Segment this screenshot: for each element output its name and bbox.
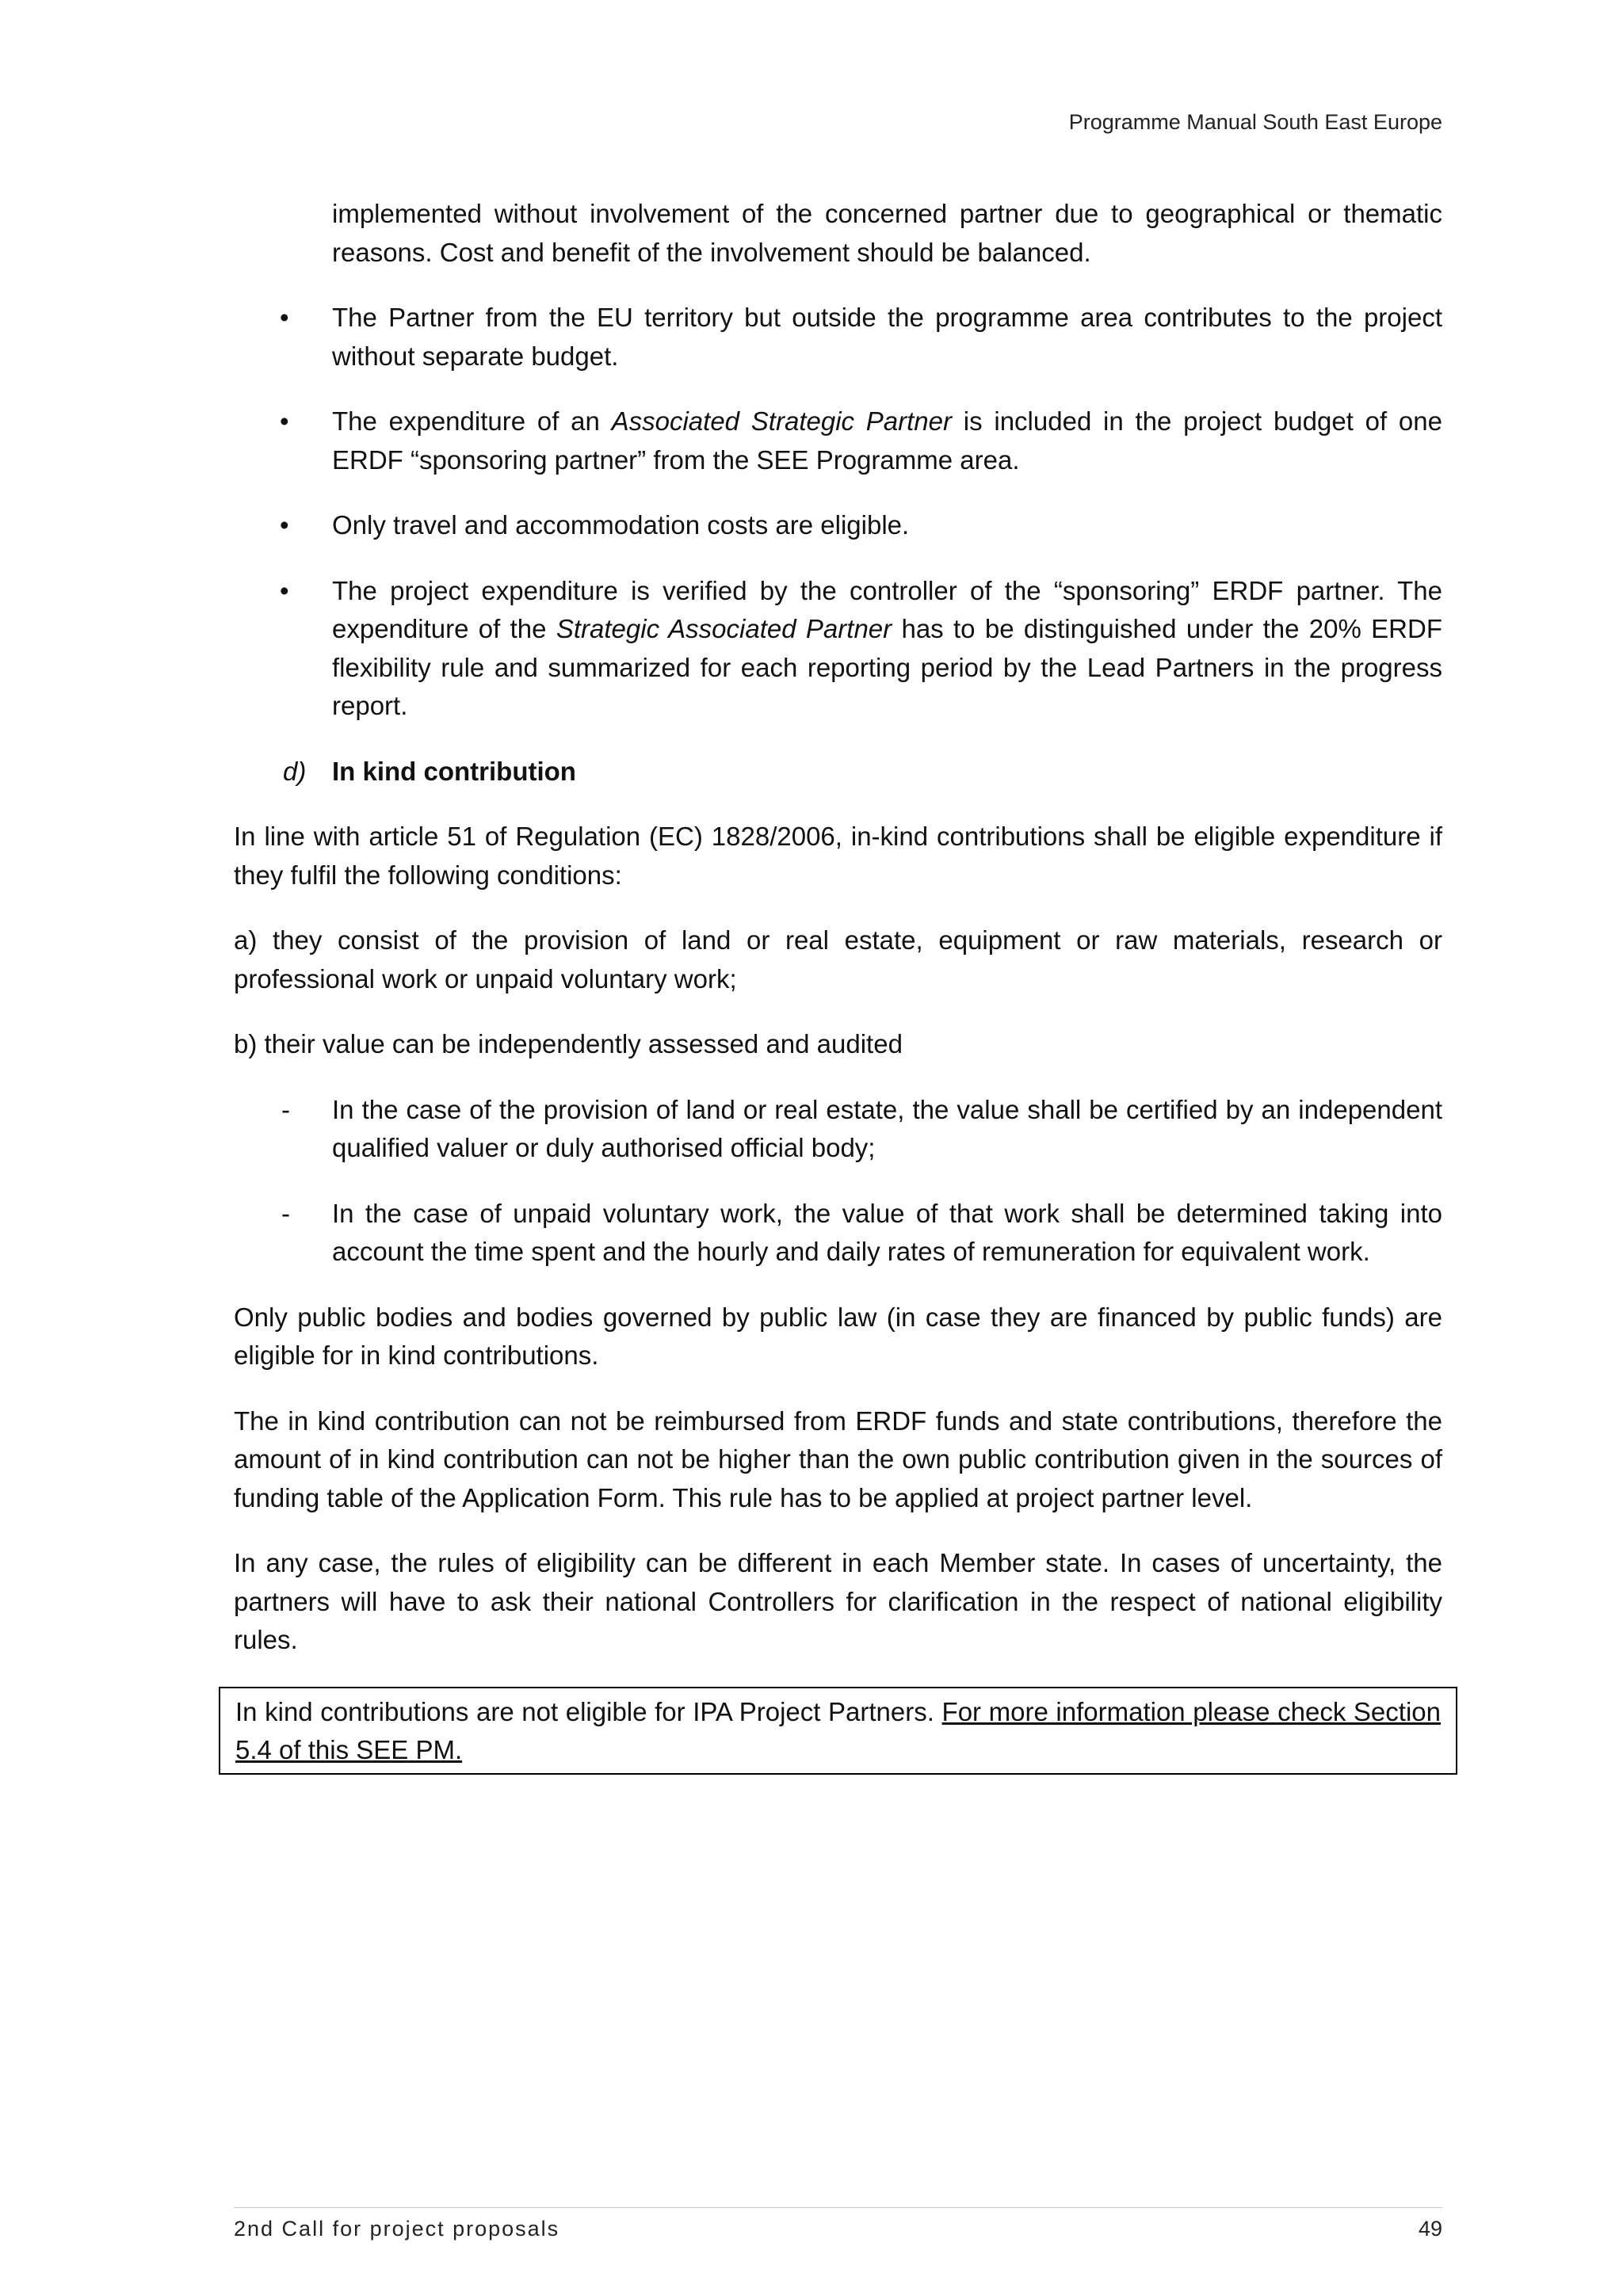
emphasis-text: Strategic Associated Partner — [556, 614, 892, 643]
paragraph: b) their value can be independently assessed and audited — [234, 1029, 903, 1058]
bullet-marker: • — [280, 406, 289, 436]
dash-marker: - — [281, 1094, 290, 1124]
paragraph: In line with article 51 of Regulation (EC) 1828/2006, in-kind contributions shall be eligible expenditure if they fulfil the following conditions: — [234, 822, 1442, 890]
paragraph: In any case, the rules of eligibility can be different in each Member state. In cases of uncertainty, the partners will have to ask their national Controllers for clarification in the respect of national eligibility rules. — [234, 1548, 1442, 1654]
page-content — [234, 195, 1442, 1775]
dash-item — [234, 1195, 1442, 1272]
bullet-text: Only travel and accommodation costs are eligible. — [332, 510, 910, 540]
bullet-marker: • — [280, 575, 289, 605]
footer-title: 2nd Call for project proposals — [234, 2217, 560, 2241]
intro-continuation: implemented without involvement of the concerned partner due to geographical or thematic reasons. Cost and benefit of the involvement should be balanced. — [332, 199, 1442, 267]
bullet-item — [234, 572, 1442, 726]
dash-item — [234, 1091, 1442, 1168]
page-header: Programme Manual South East Europe — [1068, 110, 1442, 134]
bullet-item — [234, 506, 1442, 545]
dash-text: In the case of unpaid voluntary work, the value of that work shall be determined taking into account the time spent and the hourly and daily rates of remuneration for equivalent work. — [332, 1198, 1442, 1266]
bullet-text — [332, 402, 1442, 479]
dash-marker: - — [281, 1198, 290, 1228]
section-reference-link[interactable]: For more information please check Section 5.4 of this SEE PM. — [235, 1696, 1441, 1764]
bullet-text-part: has to be distinguished under the 20% ERDF flexibility rule and summarized for each reporting period by the Lead Partners in the progress report. — [332, 614, 1442, 720]
bullet-item — [234, 402, 1442, 479]
bullet-text-part: is included in the project budget of one ERDF “sponsoring partner” from the SEE Programme area. — [332, 406, 1442, 475]
bullet-text-part: The expenditure of an — [332, 406, 612, 436]
bullet-text-part: The project expenditure is verified by the controller of the “sponsoring” ERDF partner. The expenditure of the — [332, 575, 1442, 643]
page-footer — [234, 2207, 1442, 2243]
note-text-part: In kind contributions are not eligible for IPA Project Partners. — [235, 1696, 942, 1726]
section-title: In kind contribution — [332, 756, 576, 786]
bullet-text: The Partner from the EU territory but outside the programme area contributes to the project without separate budget. — [332, 303, 1442, 371]
note-text — [235, 1693, 1441, 1770]
bullet-marker: • — [280, 510, 289, 540]
emphasis-text: Associated Strategic Partner — [611, 406, 953, 436]
bullet-item — [234, 299, 1442, 376]
section-marker: d) — [283, 756, 307, 786]
bullet-text — [332, 572, 1442, 726]
paragraph: a) they consist of the provision of land or real estate, equipment or raw materials, research or professional work or unpaid voluntary work; — [234, 925, 1442, 994]
dash-text: In the case of the provision of land or real estate, the value shall be certified by an independent qualified valuer or duly authorised official body; — [332, 1094, 1442, 1162]
bullet-marker: • — [280, 303, 289, 332]
note-box — [219, 1687, 1457, 1775]
page-number: 49 — [1418, 2217, 1442, 2241]
paragraph: Only public bodies and bodies governed by public law (in case they are financed by public funds) are eligible for in kind contributions. — [234, 1302, 1442, 1370]
section-heading — [234, 753, 1442, 791]
paragraph: The in kind contribution can not be reimbursed from ERDF funds and state contributions, therefore the amount of in kind contribution can not be higher than the own public contribution given in the sources of funding table of the Application Form. This rule has to be applied at project partner level. — [234, 1405, 1442, 1512]
